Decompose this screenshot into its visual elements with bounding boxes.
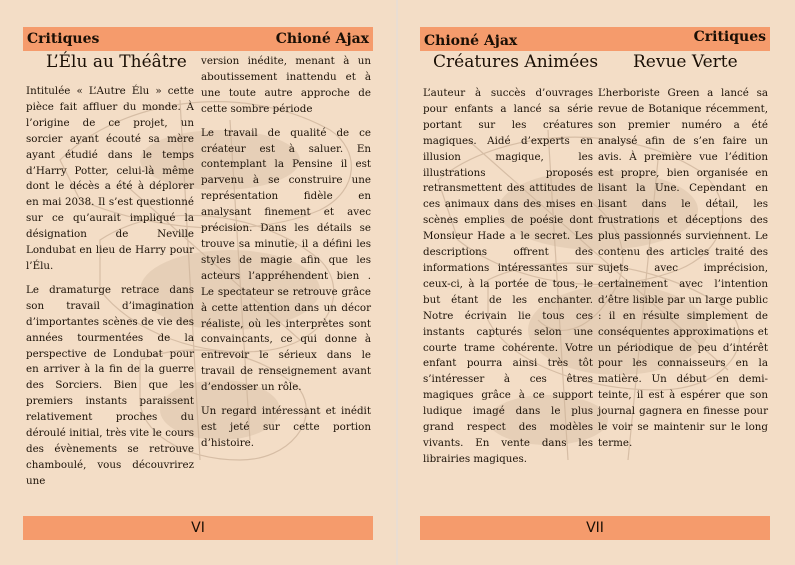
- article-column-1: [26, 84, 194, 498]
- right-page: [398, 0, 795, 565]
- header-bar: [420, 27, 770, 51]
- header-bar: [23, 27, 373, 51]
- article-title-creatures: Créatures Animées: [433, 52, 599, 72]
- page-number: VI: [23, 516, 373, 540]
- page-number: VII: [420, 516, 770, 540]
- article-title: L’Élu au Théâtre: [46, 52, 187, 72]
- paragraph: Intitulée « L’Autre Élu » cette pièce fait affluer du monde. À l’origine de ce projet, un sorcier ayant écouté sa mère ayant étudié dans le temps d’Harry Potter, celui-là même dont le décès a été à déplorer en mai 2038. Il s’est questionné sur ce qu’aurait impliqué la désignation de Neville Londubat en lieu de Harry pour l’Élu.: [26, 85, 194, 272]
- paragraph: L’herboriste Green a lancé sa revue de Botanique récemment, son premier numéro a été analysé afin de s’en faire un avis. À première vue l’édition est propre, bien organisée en lisant la Une. Cependant en lisant dans le détail, les frustrations et déceptions des plus passionnés surviennent. Le contenu des articles traité des sujets avec imprécision, certainement avec l’intention d’être lisible par un large public : il en résulte simplement de conséquentes approximations et un périodique de peu d’intérêt pour les connaisseurs en la matière. Un début en demi-teinte, il est à espérer que son journal gagnera en finesse pour le voir se maintenir sur le long terme.: [598, 87, 768, 449]
- section-label: Critiques: [27, 31, 100, 47]
- article-column-1: [423, 86, 593, 476]
- article-column-2: [201, 54, 371, 460]
- section-label: Critiques: [693, 29, 766, 45]
- article-title-revue: Revue Verte: [633, 52, 738, 72]
- paragraph: L’auteur à succès d’ouvrages pour enfants a lancé sa série portant sur les créatures magiques. Aidé d’experts en illusion magique, les illustrations proposés retransmettent des attitudes de ces animaux dans des mises en scènes emplies de poésie dont Monsieur Hade a le secret. Les descriptions offrent des informations intéressantes sur ceux-ci, à la portée de tous, le but étant de les enchanter. Notre écrivain lie tous ces instants capturés selon une courte trame cohérente. Votre enfant pourra ainsi très tôt s’intéresser à ces êtres magiques grâce à ce support ludique imagé dans le plus grand respect des modèles vivants. En vente dans les librairies magiques.: [423, 87, 593, 465]
- paragraph: Le travail de qualité de ce créateur est à saluer. En contemplant la Pensine il est parvenu à se construire une représentation fidèle en analysant finement et avec précision. Dans les détails se trouve sa minutie, il a défini les styles de magie afin que les acteurs l’appréhendent bien . Le spectateur se retrouve grâce à cette attention dans un décor réaliste, où les interprètes sont convaincants, ce qui donne à entrevoir le sérieux dans le travail de renseignement avant d’endosser un rôle.: [201, 126, 371, 394]
- paragraph: Le dramaturge retrace dans son travail d’imagination d’importantes scènes de vie des années tourmentées de la perspective de Londubat pour en arriver à la fin de la guerre des Sorciers. Bien que les premiers instants paraissent relativement proches du déroulé initial, très vite le cours des évènements se retrouve chamboulé, vous découvrirez une: [26, 283, 194, 487]
- paragraph: Un regard intéressant et inédit est jeté sur cette portion d’histoire.: [201, 405, 371, 449]
- article-column-2: [598, 86, 768, 460]
- left-page: [0, 0, 396, 565]
- author-name: Chioné Ajax: [424, 33, 518, 49]
- paragraph: version inédite, menant à un aboutissement inattendu et à une toute autre approche de cette sombre période: [201, 55, 371, 115]
- author-name: Chioné Ajax: [275, 31, 369, 47]
